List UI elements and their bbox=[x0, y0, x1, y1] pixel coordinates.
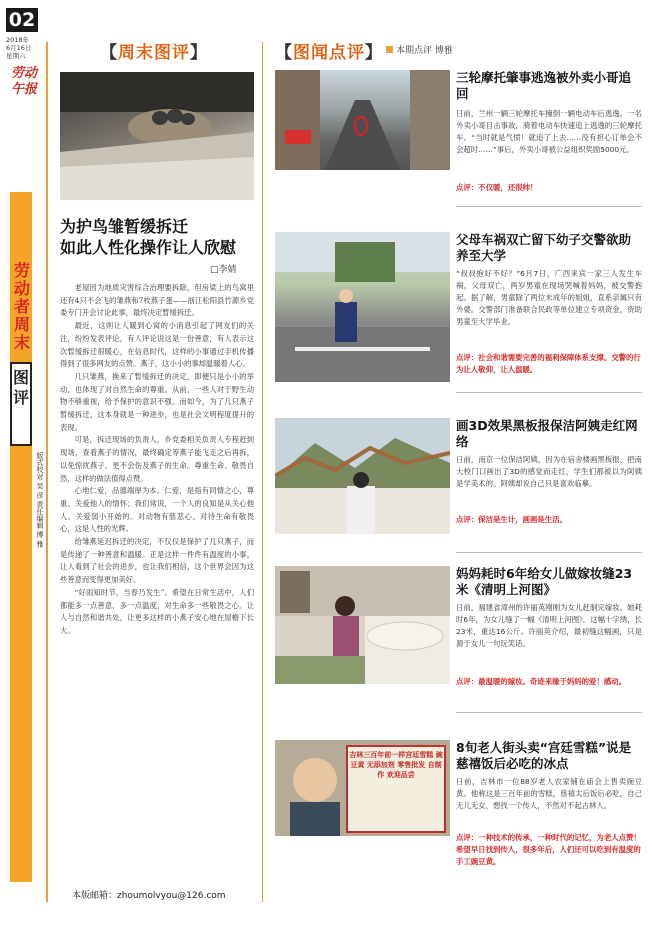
item-separator bbox=[456, 712, 642, 713]
item-separator bbox=[456, 392, 642, 393]
blackboard-painting-photo bbox=[275, 418, 450, 534]
column-divider bbox=[46, 42, 48, 902]
column-divider-middle bbox=[262, 42, 263, 902]
swallow-nest-illustration bbox=[60, 72, 254, 200]
motorcycle-cctv-photo bbox=[275, 70, 450, 170]
item-3-body: 日前，南京一位保洁阿姨，因为在宿舍楼画黑板报，把南大校门口画出了3D的感觉而走红，学生们都被以为阿姨是学美术的。阿姨却说自己只是喜欢临摹。 bbox=[456, 455, 642, 488]
item-3-title: 画3D效果黑板报保洁阿姨走红网络 bbox=[456, 418, 638, 449]
street-illustration bbox=[275, 70, 450, 170]
item-2-title: 父母车祸双亡留下幼子交警欲助养至大学 bbox=[456, 232, 632, 263]
paragraph: 老屋因为地质灾害综合治理要拆除，但房梁上的鸟窝里还有4只不会飞的雏燕和7枚燕子蛋——浙江松阳县竹源乡党委专门开会讨论此事，最终决定暂缓拆迁。 bbox=[60, 283, 254, 318]
section-name: 劳动者周末 bbox=[13, 261, 30, 352]
article-headline bbox=[60, 216, 254, 258]
date-weekday: 星期六 bbox=[6, 52, 26, 60]
author-name: 李婧 bbox=[218, 265, 237, 275]
embroidery-photo bbox=[275, 566, 450, 684]
item-separator bbox=[456, 206, 642, 207]
article-body bbox=[60, 282, 254, 638]
item-separator bbox=[456, 552, 642, 553]
embroidery-illustration bbox=[275, 566, 450, 684]
item-2-body: “叔叔抱好不好？”6月7日，广西来宾一家三人发生车祸，父母双亡，两岁男童在现场哭喊着妈妈，被交警抱起。据了解，男童除了两位未成年的姐姐，直系亲属只有外婆。交警部门准备联合民政等单位建立专项资金，资助男童至大学毕业。 bbox=[456, 269, 642, 326]
editor-credits: 版式校对 吴 彦 责任编辑 博 雅 bbox=[36, 452, 44, 548]
date-day: 6月16日 bbox=[6, 44, 32, 52]
item-1-comment: 点评：不仅暖，还很帅！ bbox=[456, 183, 538, 192]
byline: □李婧 bbox=[210, 265, 237, 275]
item-5-title: 8旬老人街头卖“宫廷雪糕”说是慈禧饭后必吃的冰点 bbox=[456, 740, 632, 771]
date-year: 2018年 bbox=[6, 36, 30, 44]
column-editor: 本期点评 博雅 bbox=[386, 43, 453, 56]
road-illustration bbox=[275, 232, 450, 382]
item-1-body: 日前，兰州一辆三轮摩托车撞倒一辆电动车后逃逸。一名外卖小哥目击事故，骑着电动车快速追上逃逸的三轮摩托车。“当时就是气愤！就追了上去……没有担心订单会不会超时……”事后，外卖小哥被公益组织奖励5000元。 bbox=[456, 109, 642, 154]
newspaper-logo: 劳动午报 bbox=[10, 66, 37, 97]
paragraph: 几只雏燕，换来了暂缓拆迁的决定，即便只是小小的举动，也体现了对自然生命的尊重。从前，一些人对于野生动物不够重视，给予保护的意识不强。而如今，为了几只燕子暂缓拆迁，这本身就是一种进步，也是社会文明程度提升的表现。 bbox=[60, 371, 254, 432]
paragraph: “好雨知时节，当春乃发生”。希望在日常生活中，人们都能多一点善意，多一点温度，对生命多一些敬畏之心。让人与自然和谐共处，让更多这样的小燕子安心地在屋檐下长大。 bbox=[60, 587, 254, 635]
item-4-title: 妈妈耗时6年给女儿做嫁妆缝23米《清明上河图》 bbox=[456, 566, 633, 597]
paragraph: 给雏燕延迟拆迁的决定，不仅仅是保护了几只燕子，而是传递了一种善意和温暖。正是这样一件件有温度的小事，让人看到了社会的进步，也让我们相信，这个世界会因为这些善意而变得更加美好。 bbox=[60, 537, 254, 585]
pea-cake-sign: 吉林三百年前一样宫廷雪糕 豌豆黄 无添加剂 零售批发 自制作 欢迎品尝 bbox=[349, 751, 443, 779]
traffic-police-photo bbox=[275, 232, 450, 382]
column-name: 图评 bbox=[10, 362, 32, 446]
issue-date bbox=[6, 36, 42, 60]
item-2-comment: 点评：社会和谐需要完善的福利保障体系支撑。交警的行为让人敬仰，让人温暖。 bbox=[456, 353, 641, 374]
paragraph: 可是，拆迁现场的负责人，乡党委相关负责人专程赶到现场，查看燕子的情况，最终确定等燕子能飞走之后再拆，以免惊扰燕子，更不会伤及燕子的生命。尊重生命、敬畏自然，这样的做法值得点赞。 bbox=[60, 435, 254, 483]
item-4-body: 日前，福建省漳州的许丽英刚刚为女儿赶制完嫁妆。她耗时6年，为女儿缝了一幅《清明上河图》。这幅十字绣，长23米，重达16公斤。许丽英介绍，最初缝这幅画，只是源于女儿一句玩笑话。 bbox=[456, 603, 642, 648]
contact-email: 本版邮箱：zhoumolvyou@126.com bbox=[72, 891, 226, 901]
left-section-title: 【周末图评】 bbox=[100, 43, 208, 63]
headline-line-1: 为护鸟雏暂缓拆迁 bbox=[60, 217, 189, 236]
item-4-comment: 点评：最温暖的嫁妆。奇迹来缘于妈妈的爱！感动。 bbox=[456, 677, 626, 686]
swallow-nest-photo bbox=[60, 72, 254, 200]
item-3-comment: 点评：保洁是生计，画画是生活。 bbox=[456, 515, 567, 524]
pea-cake-seller-photo bbox=[275, 740, 450, 836]
item-5-comment: 点评：一种技术的传承，一种时代的记忆，为老人点赞！希望早日找到传人，很多年后，人们还可以吃到有温度的手工豌豆黄。 bbox=[456, 833, 641, 866]
item-5-body: 日前，吉林市一位88岁老人农家铺在庙会上售卖豌豆黄。他称这是三百年前的雪糕，慈禧太后饭后必吃，自己无儿无女，想找一个传人，不然对不起古林人。 bbox=[456, 777, 642, 810]
paragraph: 最近，这则让人暖到心窝的小消息引起了网友们的关注，纷纷发表评论，有人评论说这是一份善意，有人表示这次暂缓拆迁很暖心，在信息时代，这样的小事通过手机传播得到了很多网友的点赞。燕子，这小小的事却温暖着人心。 bbox=[60, 321, 254, 369]
right-section-title: 【图闻点评】 bbox=[275, 43, 383, 63]
headline-line-2: 如此人性化操作让人欣慰 bbox=[60, 238, 237, 257]
great-wall-illustration bbox=[275, 418, 450, 534]
page-number: 02 bbox=[6, 8, 38, 32]
item-1-title: 三轮摩托肇事逃逸被外卖小哥追回 bbox=[456, 70, 632, 101]
paragraph: 心地仁爱，品德端厚为本。仁爱，是指有同情之心，尊重、关爱他人的情怀；我们常说，一个人的良知是从关心他人、关爱弱小开始的。对动物有慈悲心、对待生命有敬畏心，这是人性的光辉。 bbox=[60, 486, 254, 534]
